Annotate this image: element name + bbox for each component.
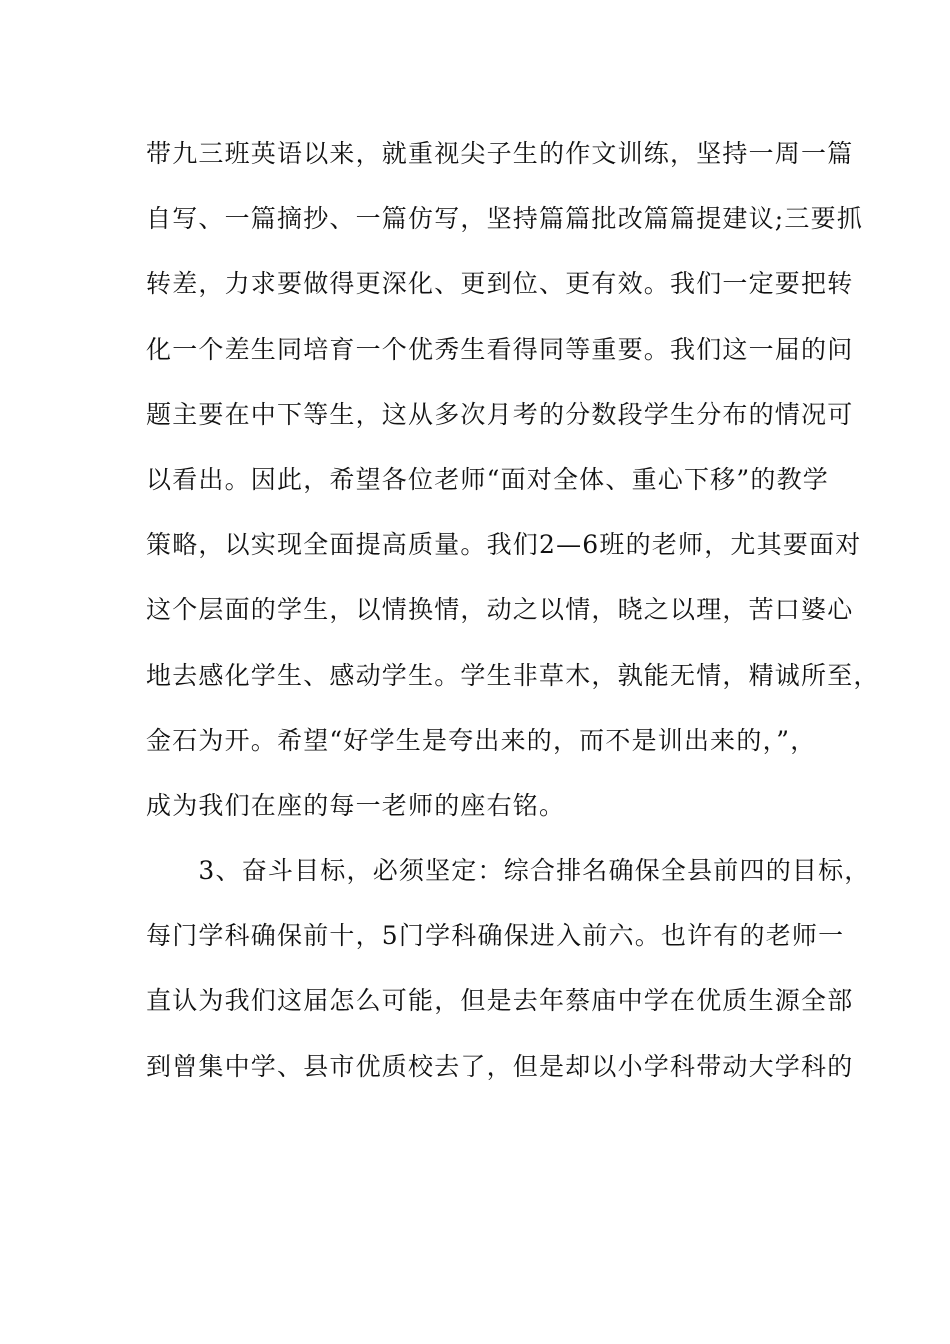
body-text	[146, 128, 880, 1106]
text-line-13: 每门学科确保前十，5门学科确保进入前六。也许有的老师一	[146, 921, 845, 951]
text-line-1: 带九三班英语以来，就重视尖子生的作文训练，坚持一周一篇	[146, 139, 854, 168]
text-line-5: 题主要在中下等生，这从多次月考的分数段学生分布的情况可	[146, 399, 854, 429]
text-line-7: 策略，以实现全面提高质量。我们2—6班的老师，尤其要面对	[146, 530, 862, 560]
text-line-10: 金石为开。希望“好学生是夸出来的，而不是训出来的，”，	[146, 725, 817, 755]
text-line-6: 以看出。因此，希望各位老师“面对全体、重心下移”的教学	[146, 464, 829, 494]
text-line-14: 直认为我们这届怎么可能，但是去年蔡庙中学在优质生源全部	[146, 986, 854, 1016]
text-line-11: 成为我们在座的每一老师的座右铭。	[146, 790, 566, 820]
text-line-9: 地去感化学生、感动学生。学生非草木，孰能无情，精诚所至，	[146, 660, 880, 690]
text-line-2: 自写、一篇摘抄、一篇仿写，坚持篇篇批改篇篇提建议;三要抓	[146, 204, 864, 234]
text-line-3: 转差，力求要做得更深化、更到位、更有效。我们一定要把转	[146, 269, 854, 299]
text-line-8: 这个层面的学生，以情换情，动之以情，晓之以理，苦口婆心	[146, 595, 854, 625]
text-line-15: 到曾集中学、县市优质校去了，但是却以小学科带动大学科的	[146, 1051, 854, 1081]
text-line-4: 化一个差生同培育一个优秀生看得同等重要。我们这一届的问	[146, 334, 854, 364]
text-line-12: 3、奋斗目标，必须坚定：综合排名确保全县前四的目标，	[146, 856, 871, 886]
